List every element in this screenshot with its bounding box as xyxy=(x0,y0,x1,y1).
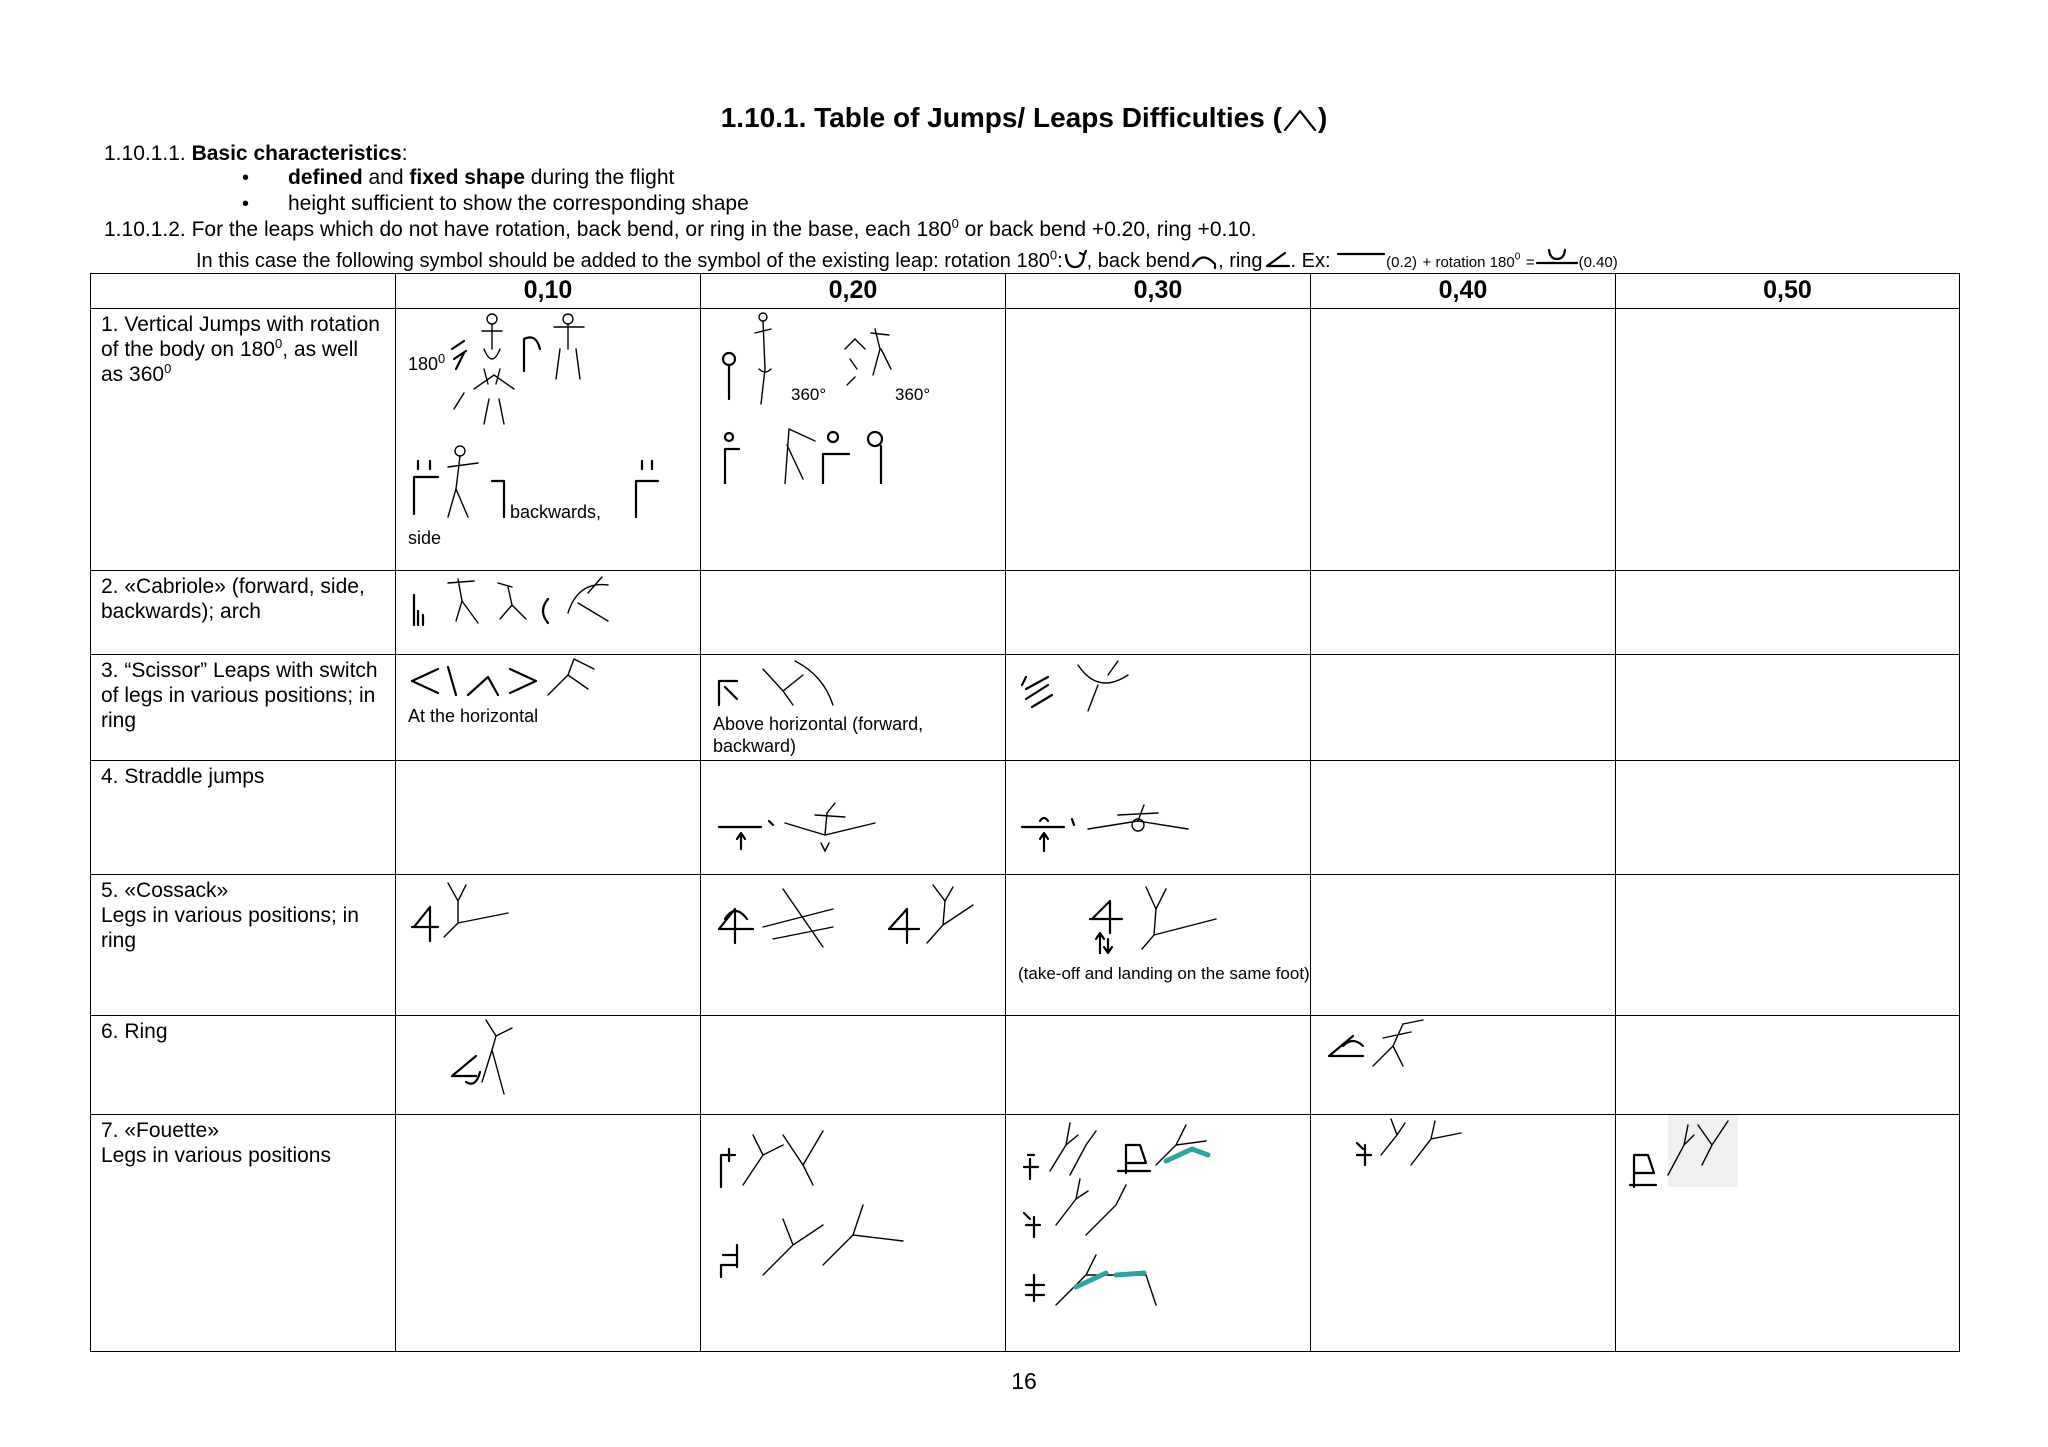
example-equals: = xyxy=(1525,254,1535,271)
table-cell xyxy=(396,309,701,571)
table-row xyxy=(91,571,1960,655)
difficulty-table xyxy=(90,273,1960,1352)
table-cell xyxy=(396,1016,701,1115)
table-row xyxy=(91,875,1960,1016)
gymnast-figure-icon xyxy=(408,573,648,633)
row-label: 6. Ring xyxy=(91,1016,396,1115)
row-label: 5. «Cossack» Legs in various positions; in ring xyxy=(91,875,396,1016)
gymnast-figure-icon xyxy=(408,655,608,705)
sup-degree: 0 xyxy=(951,216,959,231)
back-bend-symbol-icon xyxy=(1190,250,1218,270)
ring-symbol-icon xyxy=(1263,250,1291,270)
table-cell xyxy=(396,875,701,1016)
table-cell xyxy=(1616,571,1960,655)
table-cell xyxy=(701,875,1006,1016)
table-cell xyxy=(1616,655,1960,761)
section-colon: : xyxy=(401,142,408,165)
bullet-text-3: height sufficient to show the corresponding shape xyxy=(288,192,749,215)
section2-line2b: : xyxy=(1057,250,1063,272)
table-cell xyxy=(1311,1115,1616,1352)
page-title xyxy=(0,102,2048,134)
section-leaps-rule xyxy=(104,218,1257,242)
table-header-row xyxy=(91,274,1960,309)
table-cell xyxy=(1311,571,1616,655)
sup-degree: 0 xyxy=(274,336,283,351)
cell-note: At the horizontal xyxy=(408,706,539,726)
table-cell xyxy=(396,1115,701,1352)
gymnast-figure-icon xyxy=(713,1115,933,1295)
table-cell xyxy=(1006,571,1311,655)
table-cell xyxy=(396,655,701,761)
section-symbol-rule xyxy=(196,247,1618,273)
column-header: 0,30 xyxy=(1006,274,1311,309)
column-header: 0,10 xyxy=(396,274,701,309)
cell-note: backwards, xyxy=(510,502,602,522)
gymnast-figure-icon xyxy=(1016,1115,1216,1315)
row-label: 4. Straddle jumps xyxy=(91,761,396,875)
cell-note: side xyxy=(408,528,442,548)
gymnast-figure-icon xyxy=(1018,655,1138,715)
table-cell xyxy=(1616,1115,1960,1352)
table-cell xyxy=(1006,1115,1311,1352)
table-cell xyxy=(396,761,701,875)
bullet-text-2: during the flight xyxy=(524,166,675,189)
cell-note: (take-off and landing on the same foot) xyxy=(1018,964,1310,983)
row-label: 3. “Scissor” Leaps with switch of legs in various positions; in ring xyxy=(91,655,396,761)
row-label xyxy=(91,309,396,571)
table-cell xyxy=(701,309,1006,571)
table-cell xyxy=(1006,1016,1311,1115)
gymnast-figure-icon xyxy=(446,1016,546,1096)
cell-note: Above horizontal (forward, backward) xyxy=(713,714,924,756)
table-cell xyxy=(1006,309,1311,571)
gymnast-figure-icon xyxy=(444,309,684,439)
gymnast-figure-icon xyxy=(1628,1115,1748,1195)
row-label-text: , as well as 360 xyxy=(101,338,359,386)
cell-note: $180^0$ xyxy=(408,351,446,374)
bullet-bold-2: fixed shape xyxy=(409,166,525,189)
gymnast-figure-icon xyxy=(1323,1016,1443,1076)
column-header: 0,50 xyxy=(1616,274,1960,309)
leap-line-symbol-icon xyxy=(1336,248,1386,268)
gymnast-figure-icon xyxy=(715,797,915,857)
sup-degree: 0 xyxy=(164,361,172,376)
table-row xyxy=(91,1016,1960,1115)
gymnast-figure-icon xyxy=(713,879,993,955)
column-header: 0,20 xyxy=(701,274,1006,309)
leap-rotation-symbol-icon xyxy=(1535,247,1579,269)
jump-symbol-icon xyxy=(1282,106,1318,134)
table-cell xyxy=(1616,309,1960,571)
bullet-1: • defined and fixed shape during the flight xyxy=(242,166,675,189)
table-cell xyxy=(1311,309,1616,571)
table-cell xyxy=(701,571,1006,655)
example-value-2: (0.40) xyxy=(1578,254,1618,271)
table-cell xyxy=(1311,875,1616,1016)
table-cell xyxy=(1006,655,1311,761)
table-cell xyxy=(1616,1016,1960,1115)
gymnast-figure-icon xyxy=(1086,879,1286,959)
example-value-1: (0.2) xyxy=(1386,254,1417,271)
row-label: 7. «Fouette» Legs in various positions xyxy=(91,1115,396,1352)
gymnast-figure-icon xyxy=(1018,797,1218,857)
column-header: 0,40 xyxy=(1311,274,1616,309)
row-label: 2. «Cabriole» (forward, side, backwards); arch xyxy=(91,571,396,655)
gymnast-figure-icon xyxy=(1351,1115,1481,1175)
cell-note: 360° xyxy=(895,385,931,404)
title-text: 1.10.1. Table of Jumps/ Leaps Difficulties ( xyxy=(720,102,1282,133)
table-cell xyxy=(1311,761,1616,875)
table-cell xyxy=(1006,875,1311,1016)
table-cell xyxy=(701,761,1006,875)
section2-line2c: , back bend xyxy=(1086,250,1191,272)
row-label-text: 1. Vertical Jumps with rotation of the body on 180 xyxy=(101,313,380,361)
section2-line2d: , ring xyxy=(1218,250,1263,272)
bullet-bold-1: defined xyxy=(288,166,363,189)
table-cell xyxy=(701,1016,1006,1115)
bullet-2: • height sufficient to show the corresponding shape xyxy=(242,192,749,215)
title-close: ) xyxy=(1317,102,1328,133)
column-header xyxy=(91,274,396,309)
table-cell xyxy=(701,655,1006,761)
section2-line2a: In this case the following symbol should be added to the symbol of the existing leap: rotation 180 xyxy=(196,250,1050,272)
table-row xyxy=(91,309,1960,571)
table-cell xyxy=(396,571,701,655)
section-heading: Basic characteristics xyxy=(191,142,402,165)
table-cell xyxy=(1311,1016,1616,1115)
sup-degree-2: 0 xyxy=(1049,247,1058,263)
section-number: 1.10.1.1. xyxy=(104,142,186,165)
table-row xyxy=(91,1115,1960,1352)
rotation-symbol-icon xyxy=(1063,250,1087,270)
section2-number: 1.10.1.2. xyxy=(104,218,186,241)
gymnast-figure-icon xyxy=(408,877,528,947)
table-cell xyxy=(1311,655,1616,761)
table-row xyxy=(91,761,1960,875)
gymnast-figure-icon xyxy=(408,439,668,524)
table-cell xyxy=(1616,875,1960,1016)
section2-line1a: For the leaps which do not have rotation, back bend, or ring in the base, each 180 xyxy=(191,218,952,241)
section-basic xyxy=(104,142,408,166)
table-cell xyxy=(1616,761,1960,875)
cell-note: 360° xyxy=(791,385,827,404)
section2-line2e: . Ex: xyxy=(1290,250,1331,272)
table-row xyxy=(91,655,1960,761)
section2-line1b: or back bend +0.20, ring +0.10. xyxy=(958,218,1257,241)
page-number: 16 xyxy=(1011,1368,1037,1394)
gymnast-figure-icon xyxy=(713,655,863,711)
example-sup: 0 xyxy=(1514,251,1521,263)
bullet-text-1: and xyxy=(362,166,410,189)
table-cell xyxy=(1006,761,1311,875)
table-cell xyxy=(701,1115,1006,1352)
example-rotation: + rotation 180 xyxy=(1422,254,1515,271)
